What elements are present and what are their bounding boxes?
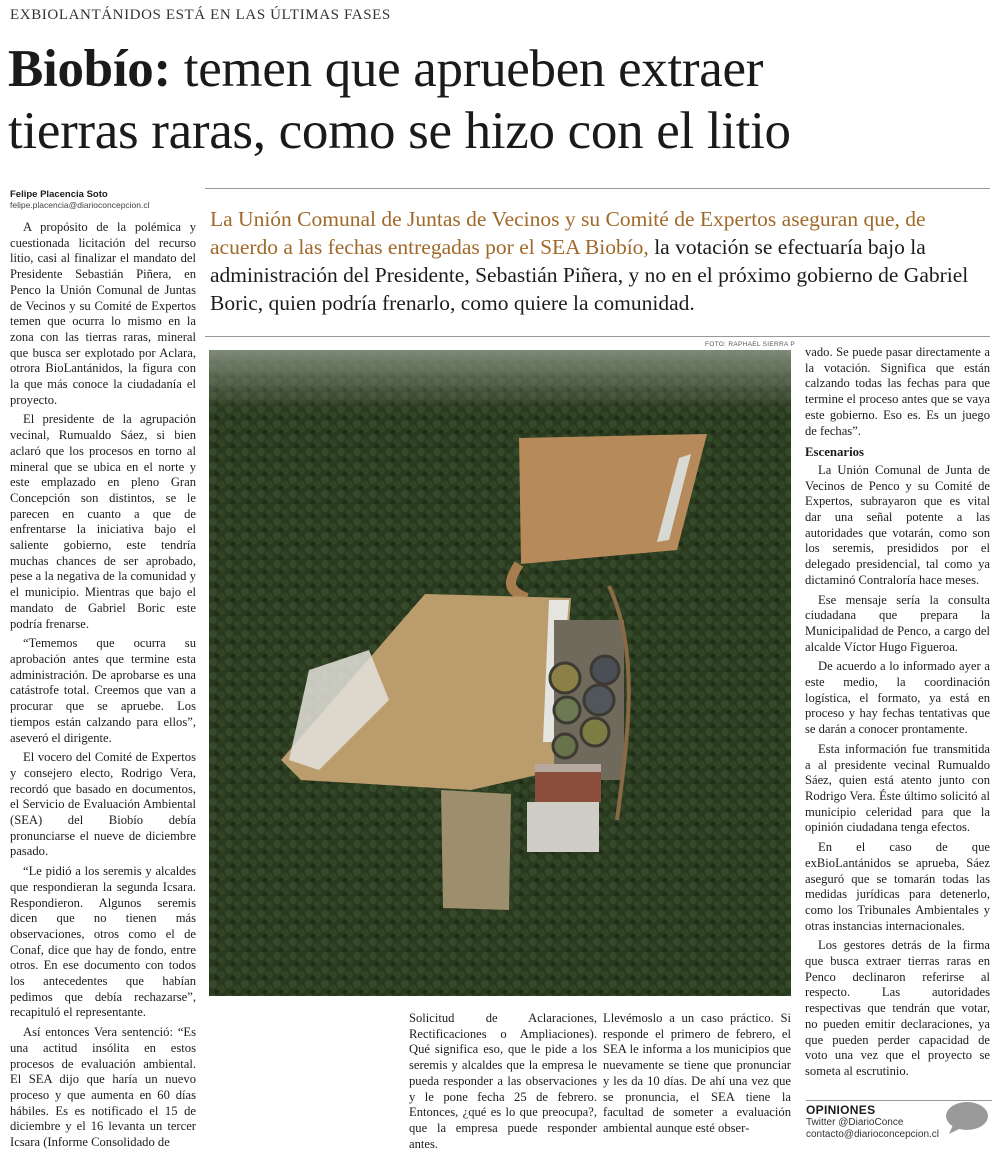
headline-bold: Biobío:: [8, 40, 171, 98]
headline-line1: temen que aprueben extraer: [183, 40, 764, 98]
col4-paragraph-5: En el caso de que exBioLantánidos se aprueba, Sáez aseguró que se tomarán todas las medidas jurídicas para detenerlo, como los Tribunales Ambientales y otras instancias internacionales.: [805, 840, 990, 933]
lede-highlight: La Unión Comunal de Juntas de Vecinos y su Comité de Expertos aseguran que, de acuerdo a las fechas entregadas por el SEA Biobío,: [210, 207, 926, 259]
col2-paragraph: Solicitud de Aclaraciones, Rectificaciones o Ampliaciones). Qué significa eso, que le pide a los seremis y alcaldes que la empresa le pueda responder a las observaciones y le pone fecha 25 de febrero. Entonces, ¿qué es lo que preocupa?, que la empresa puede responder antes.: [409, 1011, 597, 1151]
lede-rest: la votación se efectuaría bajo la administración del Presidente, Sebastián Piñera, y no en el próximo gobierno de Gabriel Boric, quien podría frenarlo, como quiere la comunidad.: [210, 235, 969, 315]
aerial-photo-illustration: [209, 350, 791, 996]
col4-paragraph-4: Esta información fue transmitida a al presidente vecinal Rumualdo Sáez, quien está atento junto con Rodrigo Vera. Éste último solicitó al municipio celeridad para que la opinión ciudadana tenga efectos.: [805, 741, 990, 835]
column-1: [10, 220, 196, 1150]
col1-paragraph-3: “Tememos que ocurra su aprobación antes que termine esta administración. De aprobarse es una catástrofe total. Creemos que van a procurar que se apruebe. Los tiempos están calzando para ellos”, aseveró el dirigente.: [10, 636, 196, 745]
opinion-twitter[interactable]: Twitter @DiarioConce: [806, 1117, 904, 1128]
rule-top: [205, 188, 990, 189]
aerial-photo: [209, 350, 791, 996]
col1-paragraph-6: Así entonces Vera sentenció: “Es una actitud insólita en estos procesos de evaluación ambiental. El SEA dijo que haría un nuevo proceso y que aumenta en 60 días hábiles. Es es notificado el 15 de diciembre y el 16 levanta un tercer Icsara (Informe Consolidado de: [10, 1025, 196, 1150]
byline: [10, 189, 150, 210]
column-3: [603, 1011, 791, 1141]
col1-paragraph-5: “Le pidió a los seremis y alcaldes que respondieran la segunda Icsara. Respondieron. Algunos seremis dicen que no tienen más observaciones, otros como el de Conaf, dice que hay de fondo, entre otros. En ese documento con todos los antecedentes que habían pedimos que debía rechazarse”, recapituló el representante.: [10, 864, 196, 1020]
column-2: [409, 1011, 597, 1151]
col1-paragraph-4: El vocero del Comité de Expertos y consejero electo, Rodrigo Vera, recordó que basado en documentos, el Servicio de Evaluación Ambiental (SEA) del Biobío debía pronunciarse el nueve de diciembre pasado.: [10, 750, 196, 859]
author-email[interactable]: felipe.placencia@diarioconcepcion.cl: [10, 200, 150, 210]
col4-paragraph-1: La Unión Comunal de Junta de Vecinos de Penco y su Comité de Expertos, subrayaron que es vital dar una señal potente a las autoridades que votarán, como son los seremis, presididos por el delegado presidencial, tal como ya dictaminó Contraloría hace meses.: [805, 462, 990, 587]
col4-continuation: vado. Se puede pasar directamente a la votación. Significa que están calzando todas las fechas para que termine el proceso antes que se vaya este gobierno. Eso es. Es un juego de fechas”.: [805, 345, 990, 438]
subhead-escenarios: Escenarios: [805, 445, 865, 460]
headline: [8, 38, 993, 162]
col3-paragraph: Llevémoslo a un caso práctico. Si responde el primero de febrero, el SEA le informa a los municipios que nuevamente se tiene que pronunciar y les da 10 días. De ahí una vez que se pronuncia, el SEA tiene la facultad de someter a evaluación ambiental aunque esté obser-: [603, 1011, 791, 1135]
opinion-email[interactable]: contacto@diarioconcepcion.cl: [806, 1129, 940, 1140]
col4-paragraph-2: Ese mensaje sería la consulta ciudadana que prepara la Municipalidad de Penco, a cargo del alcalde Víctor Hugo Figueroa.: [805, 592, 990, 654]
opinion-title: OPINIONES: [806, 1103, 876, 1117]
col4-paragraph-6: Los gestores detrás de la firma que busca extraer tierras raras en Penco declinaron referirse al respecto. Las autoridades respectivas que tendrán que votar, no pueden emitir declaraciones, ya que pueden perder capacidad de voto una vez que el proyecto se someta al escrutinio.: [805, 938, 990, 1078]
speech-bubble-icon: [945, 1101, 989, 1135]
col1-paragraph-2: El presidente de la agrupación vecinal, Rumualdo Sáez, si bien aclaró que los procesos en torno al mineral que se ubica en el norte y este emplazado en pleno Gran Concepción son distintos, se le parecen en cuanto a que de enfrentarse la iniciativa bajo el saliente gobierno, este tendría muchas chances de ser aprobado, pese a la negativa de la comunidad y el municipio. Mientras que bajo el mandato de Gabriel Boric este podría frenarse.: [10, 412, 196, 631]
photo-credit: FOTO: RAPHAEL SIERRA P: [705, 341, 796, 348]
kicker: EXBIOLANTÁNIDOS ESTÁ EN LAS ÚLTIMAS FASES: [10, 7, 391, 23]
rule-lede: [205, 336, 990, 337]
column-4: [805, 345, 990, 1095]
headline-line2: tierras raras, como se hizo con el litio: [8, 102, 791, 160]
col1-paragraph-1: A propósito de la polémica y cuestionada licitación del recurso litio, casi al finalizar el mandato del Presidente Sebastián Piñera, en Penco la Unión Comunal de Juntas de Vecinos y su Comité de Expertos temen que ocurra lo mismo en la zona con las tierras raras, mineral que busca ser explotado por Aclara, otrora BioLantánidos, la figura con la que más conoce la ciudadanía el proyecto.: [10, 220, 196, 407]
lede: [210, 205, 990, 317]
author-name: Felipe Placencia Soto: [10, 189, 108, 200]
col4-paragraph-3: De acuerdo a lo informado ayer a este medio, la coordinación logística, el formato, ya está en proceso y hay fechas tentativas que se darán a conocer prontamente.: [805, 659, 990, 737]
